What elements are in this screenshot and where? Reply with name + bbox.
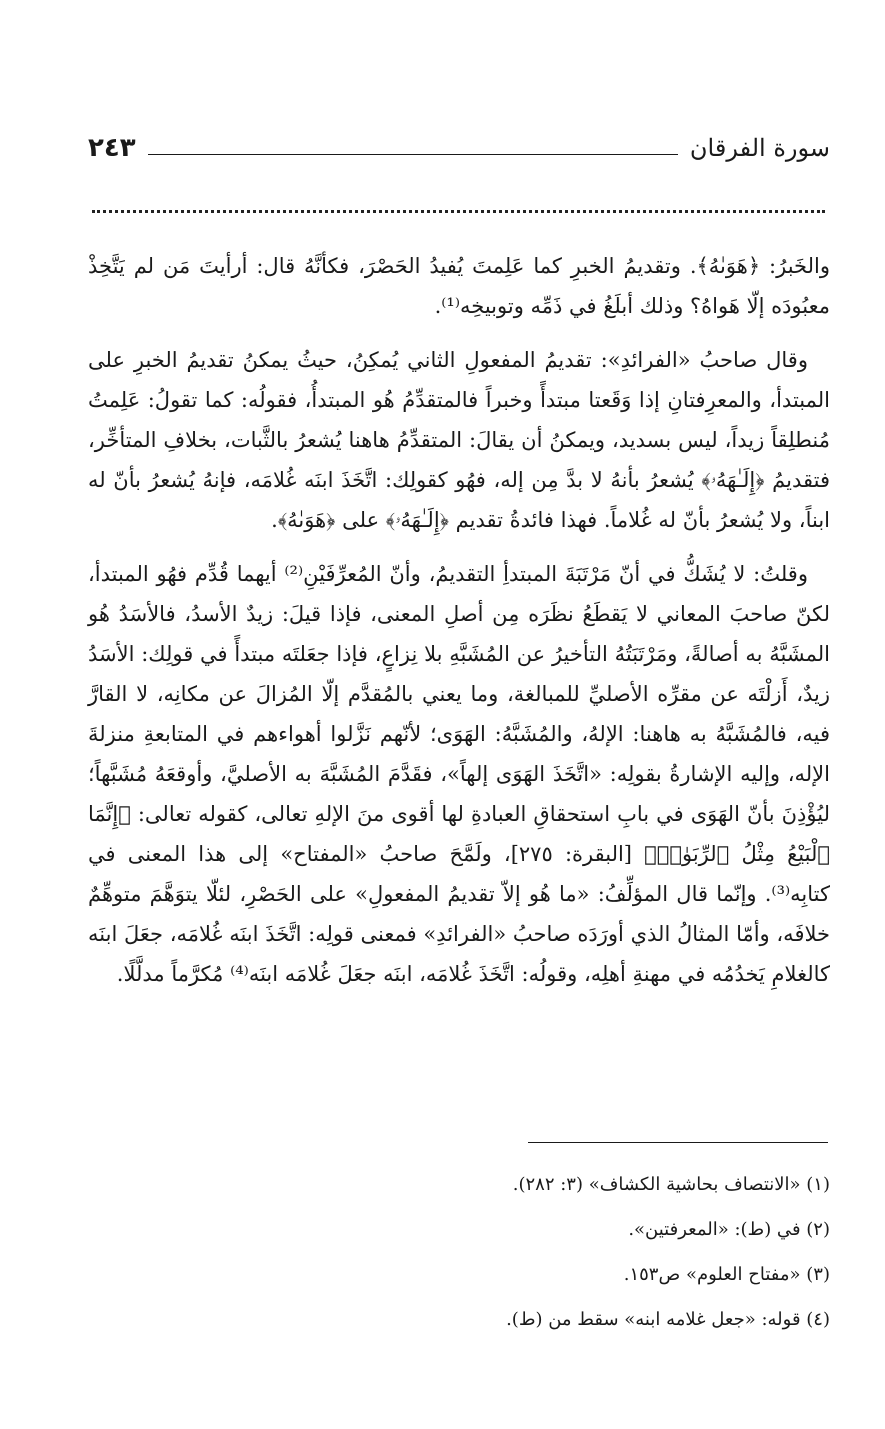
footnotes (88, 1162, 830, 1342)
paragraph: والخَبرُ: ﴿هَوَىٰهُ﴾. وتقديمُ الخبرِ كما عَلِمتَ يُفيدُ الحَصْرَ، فكأنَّهُ قال: أرأيتَ مَن لم يَتَّخِذْ معبُودَه إلّا هَواهُ؟ وذلك أبلَغُ في ذَمِّه وتوبيخِه⁽¹⁾. (88, 254, 830, 318)
footnote: (٢) في (ط): «المعرفتين». (628, 1219, 830, 1240)
paragraph: وقال صاحبُ «الفرائدِ»: تقديمُ المفعولِ الثاني يُمكِنُ، حيثُ يمكنُ تقديمُ الخبرِ على المبتدأ، والمعرِفتانِ إذا وَقَعتا مبتدأً وخبراً فالمتقدِّمُ هُو المبتدأُ، فقولُه: كما تقولُ: عَلِمتُ مُنطلِقاً زيداً، ليس بسديد، ويمكنُ أن يقالَ: المتقدِّمُ هاهنا يُشعرُ بالثَّبات، بخلافِ المتأخِّر، فتقديمُ ﴿إِلَـٰهَهُۥ﴾ يُشعرُ بأنهُ لا بدَّ مِن إله، فهُو كقولِك: اتَّخَذَ ابنَه غُلامَه، فإنهُ يُشعرُ بأنّ له ابناً، ولا يُشعرُ بأنّ له غُلاماً. فهذا فائدةُ تقديم ﴿إِلَـٰهَهُۥ﴾ على ﴿هَوَىٰهُ﴾. (88, 348, 830, 532)
footnote: (٣) «مفتاح العلوم» ص١٥٣. (623, 1264, 830, 1285)
paragraph: وقلتُ: لا يُشَكُّ في أنّ مَرْتَبَةَ المبتدأِ التقديمُ، وأنّ المُعرِّفَيْنِ⁽²⁾ أيهما قُدِّم فهُو المبتدأ، لكنّ صاحبَ المعاني لا يَقطَعُ نظَرَه مِن أصلِ المعنى، فإذا قيلَ: زيدٌ الأسدُ، فالأسَدُ هُو المشَبَّهُ به أصالةً، ومَرْتَبَتُهُ التأخيرُ عن المُشَبَّهِ بلا نِزاعٍ، فإذا جعَلتَه مبتدأً في قولِك: الأسَدُ زيدٌ، أَزلْتَه عن مقرِّه الأصليِّ للمبالغة، وما يعني بالمُقدَّم إلّا المُزالَ عن مكانِه، لا القارَّ فيه، فالمُشَبَّهُ به هاهنا: الإلهُ، والمُشَبَّهُ: الهَوَى؛ لأنّهم نَزَّلوا أهواءهم في المتابعةِ منزلةَ الإله، وإليه الإشارةُ بقولِه: «اتَّخَذَ الهَوَى إلهاً»، فقَدَّمَ المُشَبَّهَ به الأصليَّ، وأوقعَهُ مُشَبَّهاً؛ ليُؤْذِنَ بأنّ الهَوَى في بابِ استحقاقِ العبادةِ لها أقوى منَ الإلهِ تعالى، كقوله تعالى: ﴿إِنَّمَا ٱلْبَيْعُ مِثْلُ ٱلرِّبَوٰا۟﴾ [البقرة: ٢٧٥]، ولَمَّحَ صاحبُ «المفتاح» إلى هذا المعنى في كتابِه⁽³⁾. وإنّما قال المؤلِّفُ: «ما هُو إلاّ تقديمُ المفعولِ» على الحَصْرِ، لئلّا يتوَهَّمَ متوهِّمٌ خلافَه، وأمّا المثالُ الذي أورَدَه صاحبُ «الفرائدِ» فمعنى قولِه: اتَّخَذَ ابنَه غُلامَه، جعَلَ ابنَه كالغلامِ يَخدُمُه في مهنةِ أهلِه، وقولُه: اتَّخَذَ غُلامَه، ابنَه جعَلَ غُلامَه ابنَه⁽⁴⁾ مُكرَّماً مدلَّلًا. (88, 562, 830, 986)
surah-title: سورة الفرقان (689, 134, 830, 162)
footnote-rule (528, 1142, 828, 1143)
main-text (88, 246, 830, 1008)
running-header (88, 128, 830, 168)
footnote: (٤) قوله: «جعل غلامه ابنه» سقط من (ط). (506, 1309, 830, 1330)
header-rule (148, 154, 678, 155)
dotted-separator (92, 210, 825, 213)
page-number: ٢٤٣ (88, 133, 136, 163)
footnote: (١) «الانتصاف بحاشية الكشاف» (٣: ٢٨٢). (512, 1174, 830, 1195)
